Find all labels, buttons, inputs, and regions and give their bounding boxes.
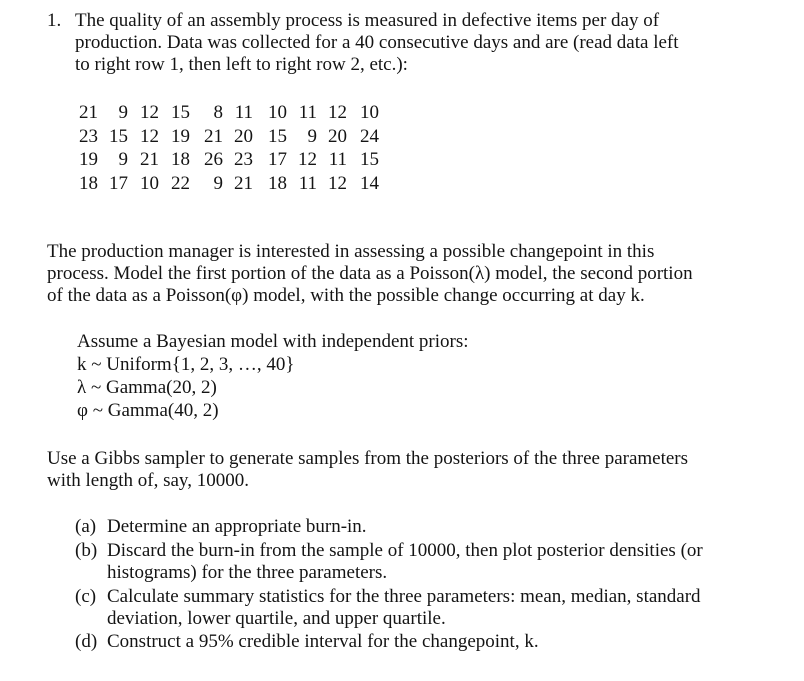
intro-line-3: to right row 1, then left to right row 2, etc.):: [75, 54, 408, 75]
intro-line-2: production. Data was collected for a 40 consecutive days and are (read data left: [75, 32, 679, 53]
intro-line-1: The quality of an assembly process is measured in defective items per day of: [75, 10, 660, 31]
part-c-text-2: deviation, lower quartile, and upper quartile.: [107, 608, 446, 629]
data-cell: 11: [298, 102, 317, 123]
data-cell: 12: [140, 102, 159, 123]
data-cell: 18: [171, 149, 190, 170]
data-cell: 20: [328, 125, 347, 147]
data-cell: 12: [140, 125, 159, 147]
data-cell: 17: [109, 172, 128, 194]
data-cell: 21: [79, 102, 98, 123]
data-cell: 9: [118, 149, 128, 170]
part-a-label: (a): [75, 516, 97, 537]
gibbs-line-1: Use a Gibbs sampler to generate samples from the posteriors of the three parameters: [47, 448, 689, 469]
data-cell: 19: [79, 149, 98, 170]
data-row-2: [74, 125, 379, 149]
part-c-label: (c): [75, 586, 97, 607]
defects-data-table: [74, 101, 379, 195]
data-cell: 8: [213, 102, 223, 123]
data-cell: 15: [171, 102, 190, 123]
prior-phi: φ ~ Gamma(40, 2): [77, 400, 219, 421]
part-d-label: (d): [75, 631, 98, 652]
part-c-text-1: Calculate summary statistics for the three parameters: mean, median, standard: [107, 586, 701, 607]
data-cell: 15: [360, 149, 379, 170]
data-cell: 11: [328, 149, 347, 170]
data-cell: 11: [298, 172, 317, 194]
part-d-text: Construct a 95% credible interval for the changepoint, k.: [107, 631, 539, 652]
data-cell: 18: [268, 172, 287, 194]
prior-k: k ~ Uniform{1, 2, 3, …, 40}: [77, 354, 295, 375]
data-cell: 14: [360, 172, 379, 194]
data-cell: 10: [268, 102, 287, 123]
question-number: 1.: [47, 10, 62, 31]
part-b-label: (b): [75, 540, 98, 561]
data-cell: 20: [234, 125, 253, 147]
data-cell: 23: [79, 125, 98, 147]
data-cell: 21: [204, 125, 223, 147]
manager-line-3: of the data as a Poisson(φ) model, with the possible change occurring at day k.: [47, 285, 645, 306]
data-cell: 12: [298, 149, 317, 170]
data-cell: 9: [118, 102, 128, 123]
data-row-4: [74, 172, 379, 196]
data-cell: 26: [204, 149, 223, 170]
data-cell: 9: [213, 172, 223, 194]
data-cell: 15: [109, 125, 128, 147]
data-cell: 19: [171, 125, 190, 147]
gibbs-line-2: with length of, say, 10000.: [47, 470, 249, 491]
manager-line-2: process. Model the first portion of the data as a Poisson(λ) model, the second portion: [47, 263, 693, 284]
data-cell: 23: [234, 149, 253, 170]
data-cell: 10: [140, 172, 159, 194]
data-cell: 9: [307, 125, 317, 147]
data-row-1: [74, 101, 379, 125]
data-cell: 21: [234, 172, 253, 194]
data-cell: 21: [140, 149, 159, 170]
data-cell: 10: [360, 102, 379, 123]
data-cell: 15: [268, 125, 287, 147]
data-cell: 11: [234, 102, 253, 123]
data-row-3: [74, 148, 379, 172]
data-cell: 12: [328, 172, 347, 194]
data-cell: 18: [79, 172, 98, 194]
data-cell: 17: [268, 149, 287, 170]
data-cell: 12: [328, 102, 347, 123]
part-b-text-1: Discard the burn-in from the sample of 10000, then plot posterior densities (or: [107, 540, 703, 561]
data-cell: 22: [171, 172, 190, 194]
prior-lambda: λ ~ Gamma(20, 2): [77, 377, 217, 398]
part-a-text: Determine an appropriate burn-in.: [107, 516, 367, 537]
part-b-text-2: histograms) for the three parameters.: [107, 562, 388, 583]
data-cell: 24: [360, 125, 379, 147]
bayes-line-1: Assume a Bayesian model with independent priors:: [77, 331, 469, 352]
manager-line-1: The production manager is interested in assessing a possible changepoint in this: [47, 241, 655, 262]
